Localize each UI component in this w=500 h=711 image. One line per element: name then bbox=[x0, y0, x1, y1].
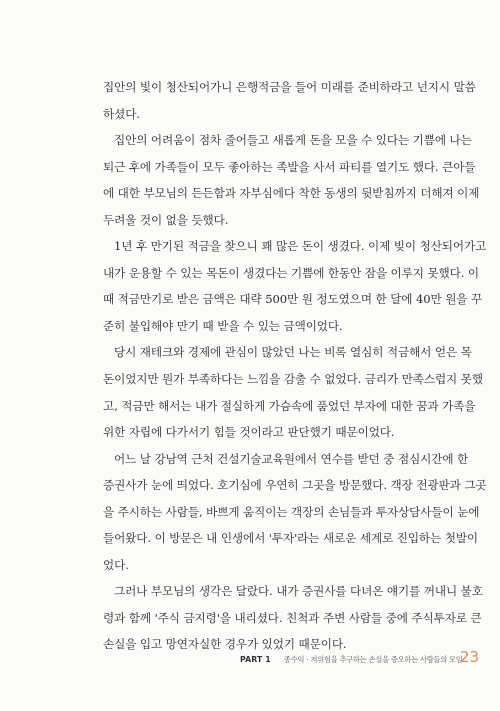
text-line: 1년 후 만기된 적금을 찾으니 꽤 많은 돈이 생겼다. 이제 빚이 청산되어가고 bbox=[114, 239, 487, 254]
text-line: 집안의 어려움이 점차 줄어들고 새롭게 돈을 모을 수 있다는 기쁨에 나는 bbox=[114, 133, 472, 148]
paragraph-4 bbox=[103, 339, 483, 445]
running-footer bbox=[240, 650, 480, 670]
paragraph-5 bbox=[103, 446, 487, 579]
text-line: 었다. bbox=[103, 557, 129, 572]
text-line: 때 적금만기로 받은 금액은 대략 500만 원 정도였으며 한 달에 40만 원을 꾸 bbox=[103, 292, 483, 307]
text-line: 퇴근 후에 가족들이 모두 좋아하는 족발을 사서 파티를 열기도 했다. 큰아들 bbox=[103, 159, 476, 174]
text-line: 위한 자립에 다가서기 힘들 것이라고 판단했기 때문이었다. bbox=[103, 425, 395, 440]
text-line: 령과 함께 '주식 금지령'을 내리셨다. 친척과 주변 사람들 중에 주식투자로 큰 bbox=[103, 610, 482, 625]
text-line: 내가 운용할 수 있는 목돈이 생겼다는 기쁨에 한동안 잠을 이루지 못했다. 이 bbox=[103, 265, 480, 280]
text-line: 돈이었지만 뭔가 부족하다는 느낌을 감출 수 없었다. 금리가 만족스럽지 못했 bbox=[103, 372, 483, 387]
part-subtitle: 종수익 · 저위험을 추구하는 손실을 증오하는 사람들의 모임 bbox=[284, 655, 463, 664]
text-line: 손실을 입고 망연자실한 경우가 있었기 때문이다. bbox=[103, 637, 347, 652]
text-line: 당시 재테크와 경제에 관심이 많았던 나는 비록 열심히 적금해서 얻은 목 bbox=[114, 345, 472, 360]
paragraph-3 bbox=[103, 233, 487, 339]
text-line: 에 대한 부모님의 든든함과 자부심에다 착한 동생의 뒷받침까지 더해져 이제 bbox=[103, 186, 480, 201]
text-line: 을 주시하는 사람들, 바쁘게 움직이는 객장의 손님들과 투자상담사들이 눈에 bbox=[103, 504, 480, 519]
text-line: 하셨다. bbox=[103, 106, 140, 121]
page-number: 23 bbox=[460, 648, 480, 666]
text-line: 고, 적금만 해서는 내가 절실하게 가슴속에 품었던 부자에 대한 꿈과 가족을 bbox=[103, 398, 476, 413]
text-line: 준히 불입해야 만기 때 받을 수 있는 금액이었다. bbox=[103, 318, 343, 333]
paragraph-1 bbox=[103, 74, 476, 127]
text-line: 집안의 빛이 청산되어가니 은행적금을 들어 미래를 준비하라고 넌지시 말씀 bbox=[103, 80, 476, 94]
text-line: 들어왔다. 이 방문은 내 인생에서 '투자'라는 새로운 세계로 진입하는 첫발이 bbox=[103, 531, 479, 546]
text-line: 두려울 것이 없을 듯했다. bbox=[103, 212, 229, 227]
text-line: 증권사가 눈에 띄었다. 호기심에 우연히 그곳을 방문했다. 객장 전광판과 그곳 bbox=[103, 478, 487, 493]
text-line: 그러나 부모님의 생각은 달랐다. 내가 증권사를 다녀온 얘기를 꺼내니 불호 bbox=[114, 584, 483, 599]
paragraph-2 bbox=[103, 127, 480, 233]
part-label: PART 1 bbox=[240, 655, 271, 664]
text-line: 어느 날 강남역 근처 건설기술교육원에서 연수를 받던 중 점심시간에 한 bbox=[114, 451, 469, 466]
